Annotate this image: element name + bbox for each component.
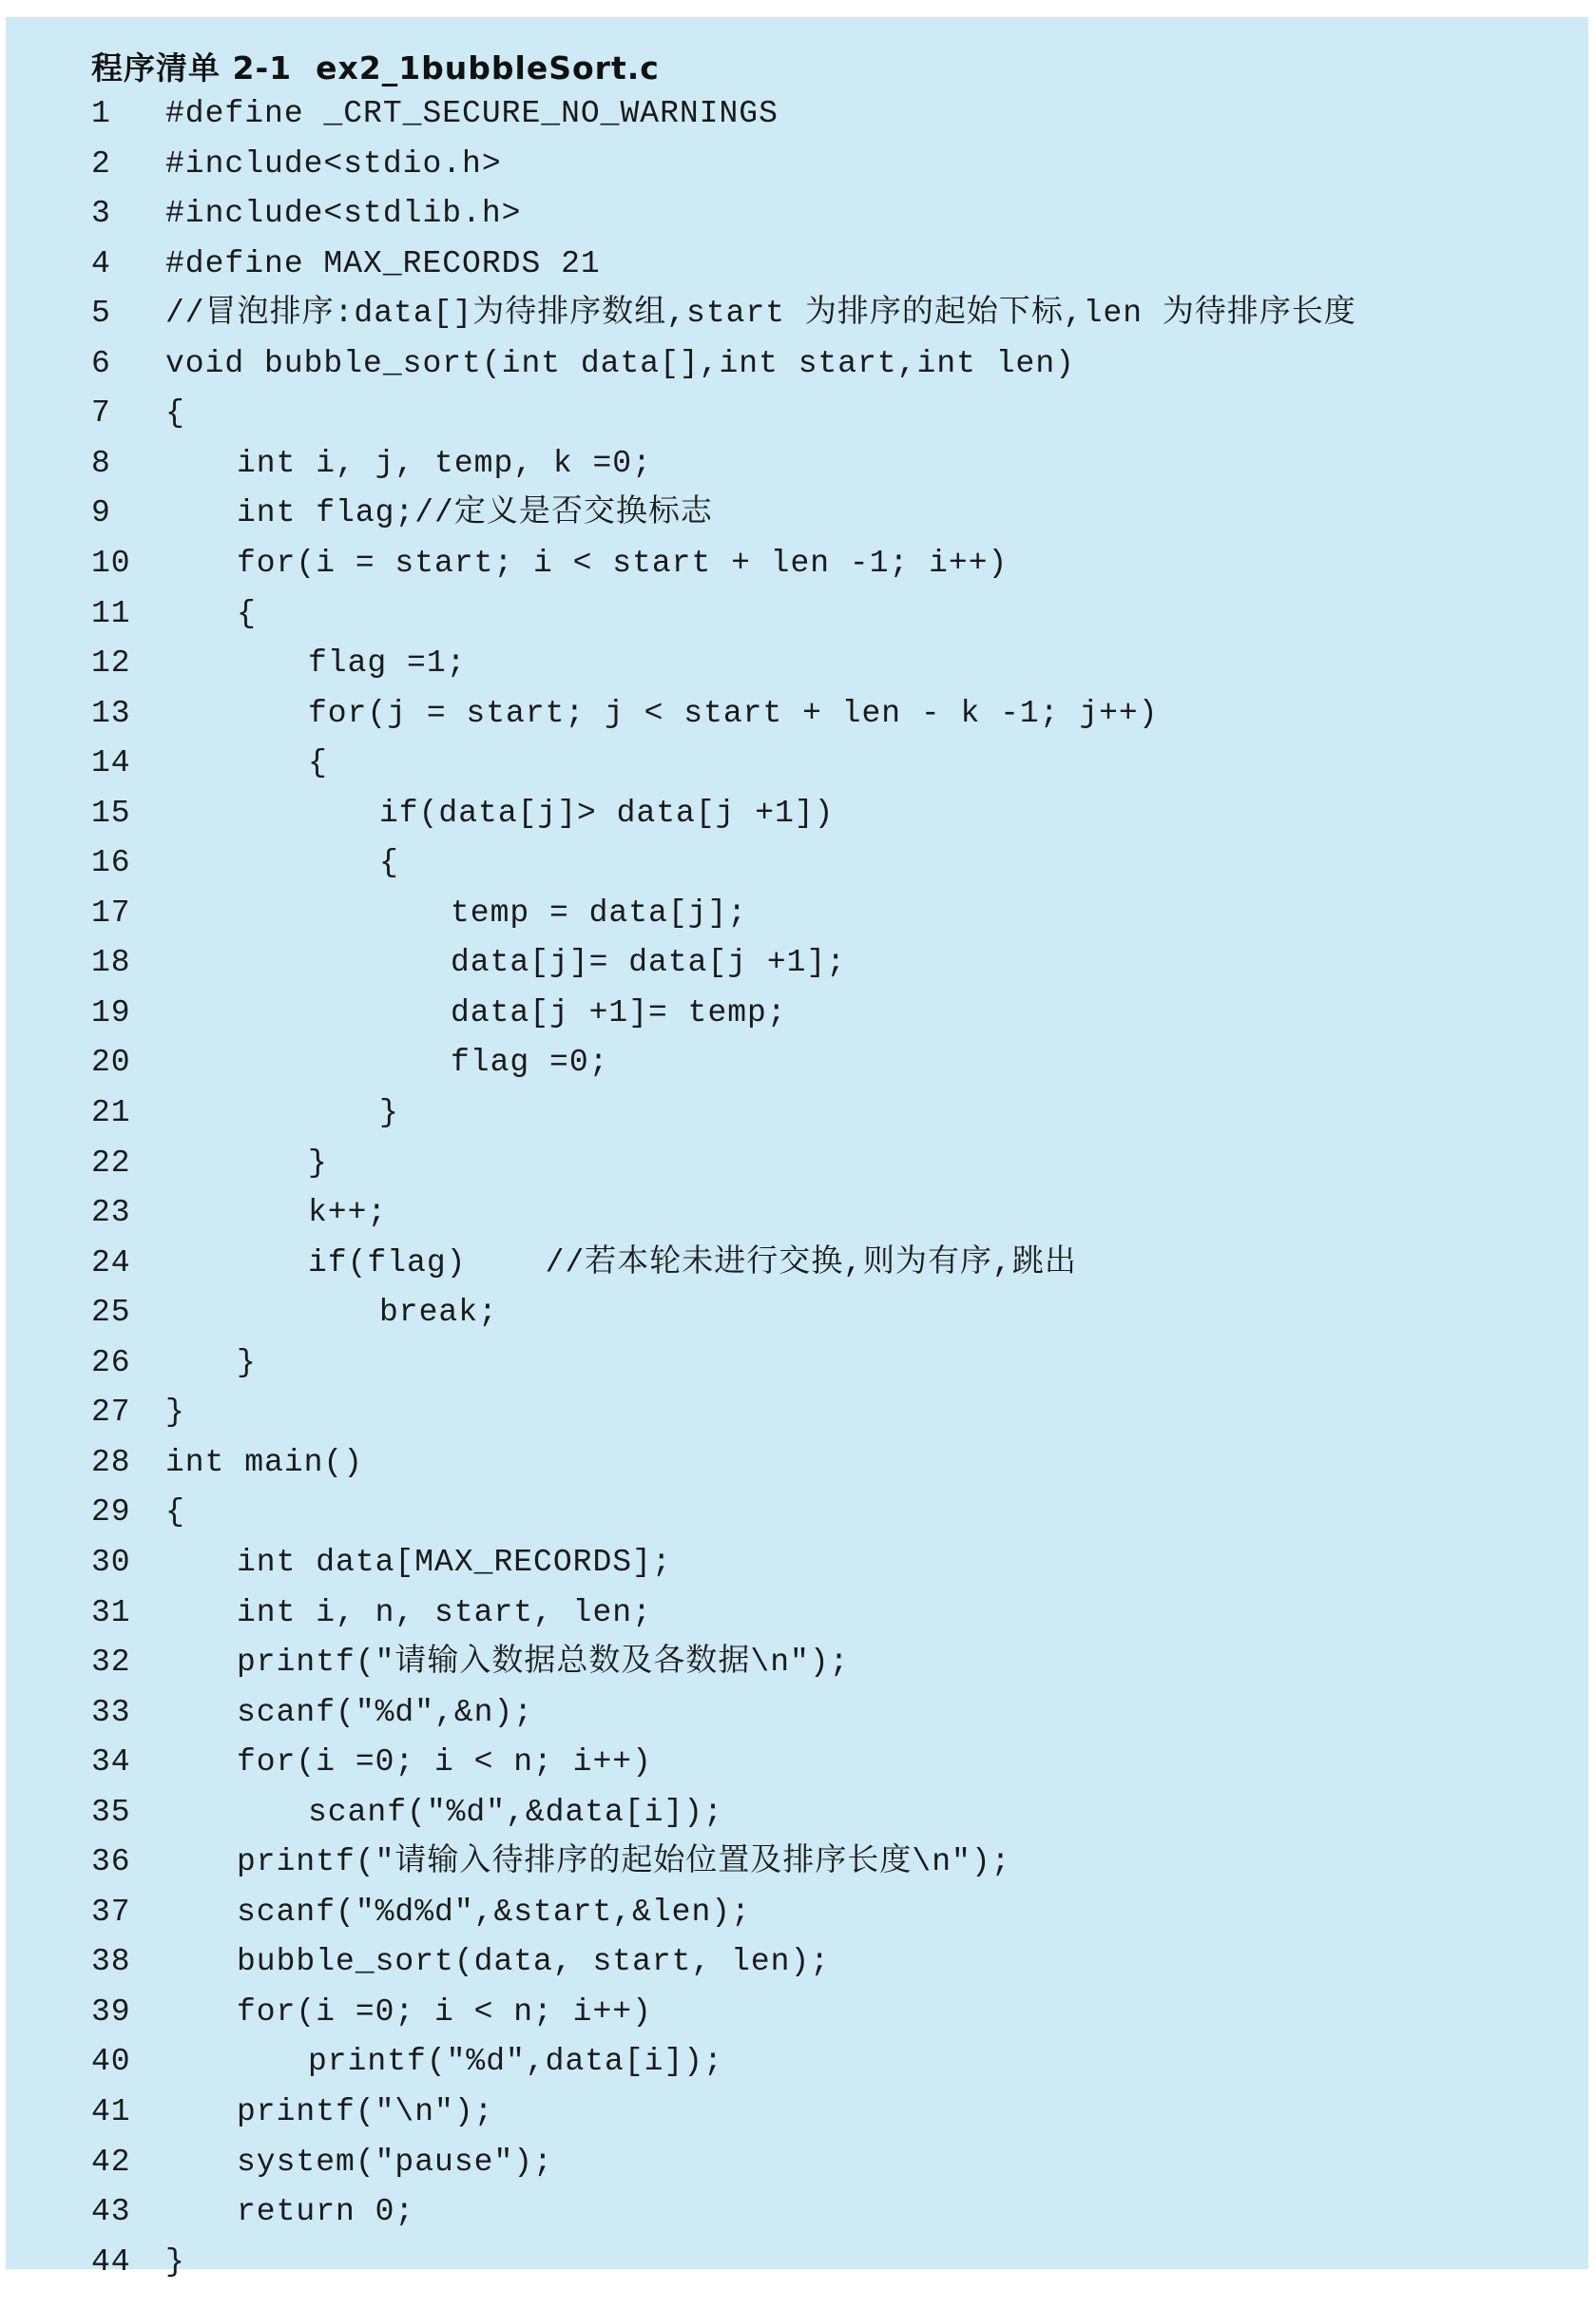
line-code: data[j +1]= temp;: [451, 994, 787, 1030]
code-line: [6, 1038, 1588, 1088]
line-code: {: [308, 745, 328, 781]
line-number: 21: [91, 1095, 131, 1130]
line-code: for(i =0; i < n; i++): [237, 1744, 652, 1781]
line-number: 40: [91, 2044, 131, 2080]
line-code: scanf("%d",&n);: [237, 1694, 534, 1730]
code-line: [6, 2238, 1588, 2287]
code-line: [6, 2037, 1588, 2087]
code-line: [6, 1388, 1588, 1437]
code-line: [6, 639, 1588, 688]
code-line: [6, 1338, 1588, 1388]
code-line: [6, 1488, 1588, 1537]
line-code: //冒泡排序:data[]为待排序数组,start 为排序的起始下标,len 为待排序长度: [165, 296, 1356, 332]
line-number: 33: [91, 1694, 131, 1730]
code-line: [6, 189, 1588, 239]
line-code: printf("请输入数据总数及各数据\n");: [237, 1645, 850, 1681]
line-number: 28: [91, 1444, 131, 1480]
code-line: [6, 89, 1588, 139]
code-line: [6, 989, 1588, 1038]
line-code: scanf("%d",&data[i]);: [308, 1794, 723, 1830]
code-line: [6, 289, 1588, 338]
code-line: [6, 389, 1588, 438]
code-line: [6, 689, 1588, 739]
line-code: {: [379, 845, 399, 881]
line-number: 14: [91, 745, 131, 781]
line-number: 6: [91, 345, 111, 381]
line-number: 10: [91, 545, 131, 581]
code-line: [6, 1788, 1588, 1838]
code-line: [6, 1239, 1588, 1288]
line-code: void bubble_sort(int data[],int start,int len): [165, 345, 1075, 381]
line-number: 17: [91, 895, 131, 931]
line-code: return 0;: [237, 2194, 415, 2230]
line-number: 19: [91, 994, 131, 1030]
code-line: [6, 1688, 1588, 1738]
line-code: k++;: [308, 1195, 388, 1231]
line-number: 2: [91, 145, 111, 182]
line-number: 22: [91, 1145, 131, 1181]
line-code: data[j]= data[j +1];: [451, 945, 847, 981]
code-line: [6, 2138, 1588, 2187]
line-code: }: [379, 1095, 399, 1130]
line-number: 27: [91, 1395, 131, 1431]
line-number: 20: [91, 1045, 131, 1081]
line-number: 39: [91, 1993, 131, 2030]
code-line: [6, 1937, 1588, 1987]
code-line: [6, 938, 1588, 988]
line-code: }: [237, 1344, 257, 1380]
line-number: 37: [91, 1894, 131, 1930]
line-code: flag =0;: [451, 1045, 609, 1081]
line-code: }: [165, 1395, 185, 1431]
line-number: 38: [91, 1944, 131, 1980]
code-line: [6, 539, 1588, 588]
line-number: 5: [91, 296, 111, 332]
line-code: int flag;//定义是否交换标志: [237, 495, 713, 531]
line-code: int data[MAX_RECORDS];: [237, 1544, 672, 1580]
line-number: 26: [91, 1344, 131, 1380]
line-code: }: [308, 1145, 328, 1181]
line-number: 42: [91, 2144, 131, 2180]
line-code: {: [165, 1494, 185, 1530]
line-code: for(i =0; i < n; i++): [237, 1993, 652, 2030]
code-line: [6, 1288, 1588, 1338]
code-line: [6, 1538, 1588, 1588]
line-number: 35: [91, 1794, 131, 1830]
code-line: [6, 1838, 1588, 1887]
code-line: [6, 1588, 1588, 1638]
line-code: bubble_sort(data, start, len);: [237, 1944, 831, 1980]
line-code: printf("%d",data[i]);: [308, 2044, 723, 2080]
line-number: 36: [91, 1844, 131, 1880]
code-line: [6, 739, 1588, 788]
code-line: [6, 489, 1588, 538]
line-number: 16: [91, 845, 131, 881]
code-line: [6, 838, 1588, 888]
line-code: }: [165, 2243, 185, 2280]
line-code: printf("\n");: [237, 2094, 494, 2129]
code-listing-panel: [6, 17, 1588, 2280]
code-line: [6, 889, 1588, 938]
code-line: [6, 339, 1588, 389]
code-line: [6, 1088, 1588, 1138]
line-code: #include<stdlib.h>: [165, 196, 522, 232]
code-line: [6, 240, 1588, 289]
line-code: {: [165, 395, 185, 432]
line-code: #define MAX_RECORDS 21: [165, 245, 601, 281]
line-number: 4: [91, 245, 111, 281]
code-line: [6, 140, 1588, 189]
line-code: if(data[j]> data[j +1]): [379, 795, 835, 831]
line-code: flag =1;: [308, 645, 467, 682]
line-number: 30: [91, 1544, 131, 1580]
line-code: int i, j, temp, k =0;: [237, 445, 652, 481]
line-number: 12: [91, 645, 131, 682]
line-code: if(flag) //若本轮未进行交换,则为有序,跳出: [308, 1244, 1077, 1280]
line-code: #define _CRT_SECURE_NO_WARNINGS: [165, 96, 779, 131]
code-line: [6, 439, 1588, 489]
code-line: [6, 1438, 1588, 1488]
line-number: 25: [91, 1295, 131, 1331]
line-number: 31: [91, 1594, 131, 1630]
line-number: 1: [91, 96, 111, 131]
line-number: 23: [91, 1195, 131, 1231]
line-code: int main(): [165, 1444, 364, 1480]
line-code: for(j = start; j < start + len - k -1; j++): [308, 695, 1159, 731]
code-line: [6, 1638, 1588, 1687]
code-line: [6, 1738, 1588, 1787]
line-number: 43: [91, 2194, 131, 2230]
line-number: 29: [91, 1494, 131, 1530]
line-number: 41: [91, 2094, 131, 2129]
line-code: printf("请输入待排序的起始位置及排序长度\n");: [237, 1844, 1011, 1880]
code-line: [6, 789, 1588, 838]
line-number: 24: [91, 1244, 131, 1280]
line-code: system("pause");: [237, 2144, 553, 2180]
line-code: scanf("%d%d",&start,&len);: [237, 1894, 751, 1930]
line-number: 9: [91, 495, 111, 531]
line-number: 18: [91, 945, 131, 981]
code-line: [6, 1888, 1588, 1937]
code-line: [6, 589, 1588, 639]
line-code: #include<stdio.h>: [165, 145, 502, 182]
line-code: for(i = start; i < start + len -1; i++): [237, 545, 1009, 581]
line-code: break;: [379, 1295, 498, 1331]
line-number: 8: [91, 445, 111, 481]
code-line: [6, 2088, 1588, 2137]
code-line: [6, 1139, 1588, 1188]
line-number: 7: [91, 395, 111, 432]
listing-title: 程序清单 2-1 ex2_1bubbleSort.c: [91, 49, 660, 87]
line-number: 44: [91, 2243, 131, 2280]
line-number: 3: [91, 196, 111, 232]
code-line: [6, 1188, 1588, 1238]
line-number: 15: [91, 795, 131, 831]
line-code: int i, n, start, len;: [237, 1594, 652, 1630]
line-code: temp = data[j];: [451, 895, 748, 931]
line-number: 34: [91, 1744, 131, 1781]
code-line: [6, 2187, 1588, 2237]
line-number: 11: [91, 595, 131, 631]
line-code: {: [237, 595, 257, 631]
line-number: 13: [91, 695, 131, 731]
line-number: 32: [91, 1645, 131, 1681]
code-line: [6, 1988, 1588, 2037]
